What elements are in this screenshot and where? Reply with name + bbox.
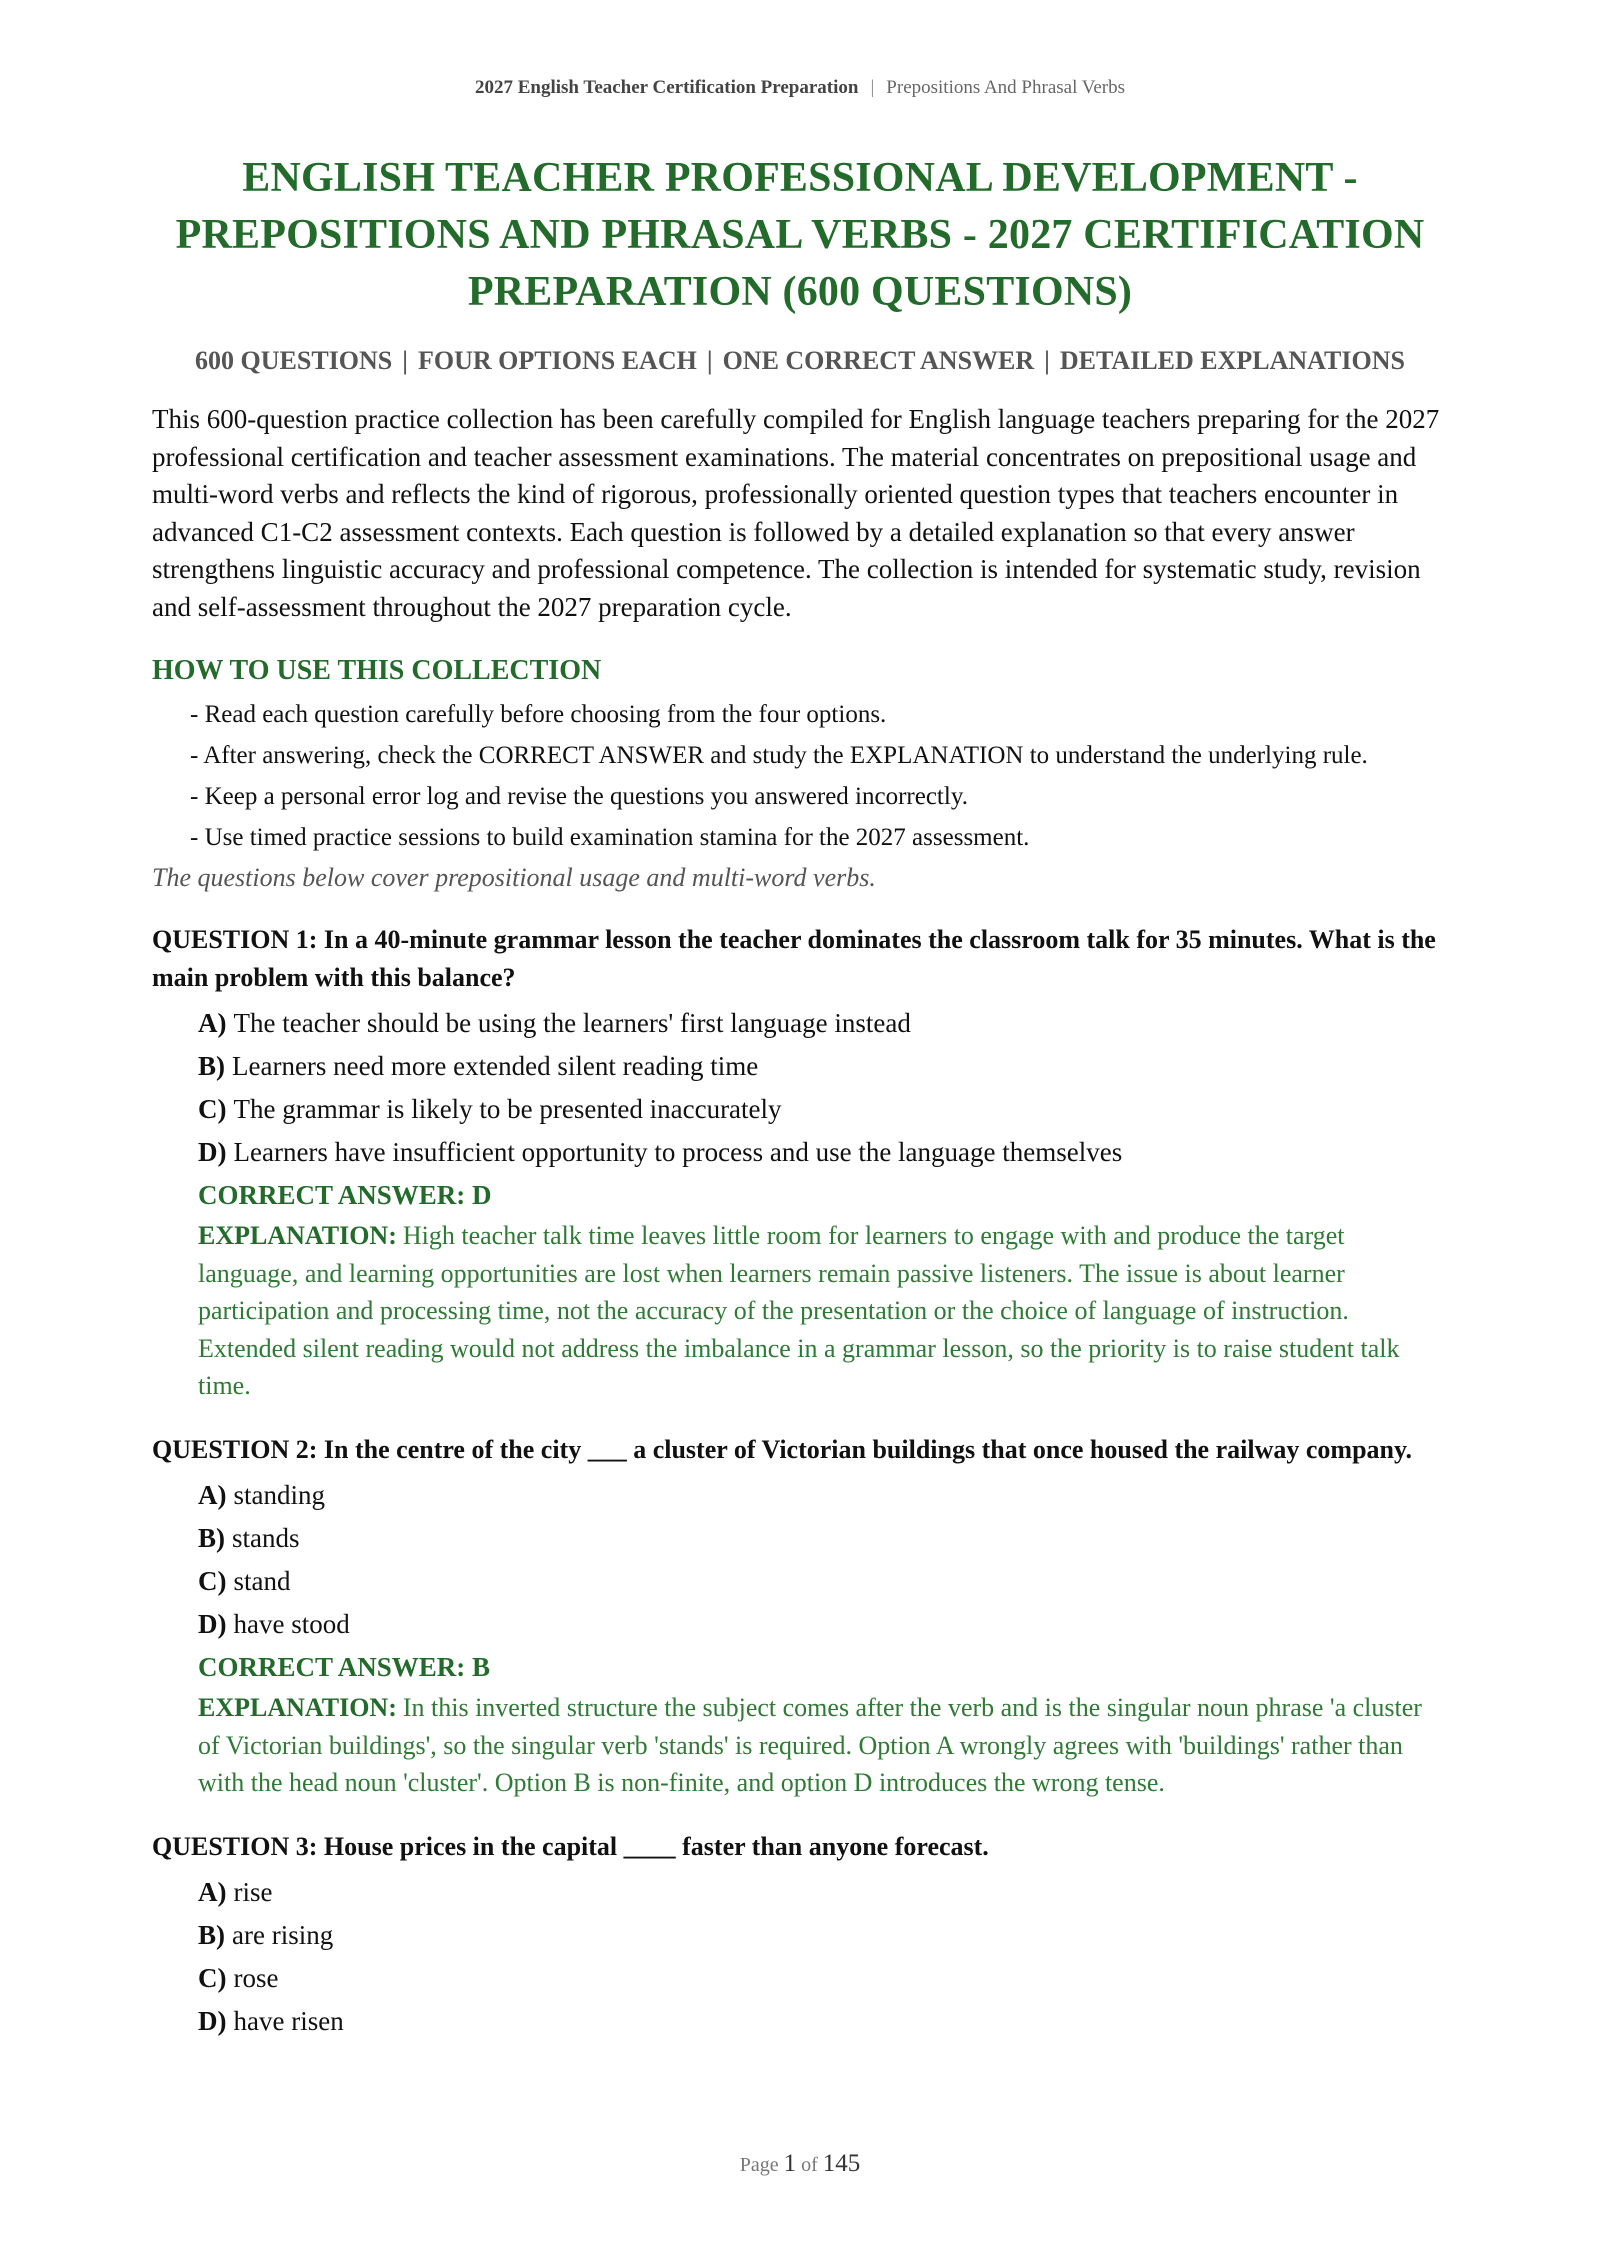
option-text: stands (232, 1523, 300, 1553)
option-letter: A) (198, 1008, 227, 1038)
running-header-title: 2027 English Teacher Certification Preparation (474, 77, 859, 98)
option-letter: B) (198, 1523, 225, 1553)
option-c (198, 1560, 1448, 1603)
how-to-list (152, 697, 1448, 855)
question-block (152, 1828, 1448, 2044)
how-to-item: - Read each question carefully before choosing from the four options. (190, 701, 887, 728)
explanation (198, 1217, 1448, 1405)
option-letter: A) (198, 1480, 227, 1510)
page-label: Page (739, 2154, 779, 2176)
subtitle-separator: | (706, 346, 713, 375)
option-text: rise (233, 1877, 273, 1907)
option-text: The grammar is likely to be presented inaccurately (233, 1094, 782, 1124)
option-b (198, 1045, 1448, 1088)
option-text: standing (233, 1480, 325, 1510)
option-text: have risen (233, 2006, 344, 2036)
option-letter: D) (198, 1609, 227, 1639)
options-list (152, 1002, 1448, 1174)
option-letter: D) (198, 1137, 227, 1167)
correct-answer: CORRECT ANSWER: D (198, 1180, 492, 1210)
explanation (198, 1689, 1448, 1802)
option-letter: D) (198, 2006, 227, 2036)
option-d (198, 1603, 1448, 1646)
page-of-label: of (801, 2154, 818, 2176)
option-a (198, 1474, 1448, 1517)
explanation-text: High teacher talk time leaves little room for learners to engage with and produce the target language, and learning opportunities are lost when learners remain passive listeners. The issue is about learner participation and processing time, not the accuracy of the presentation or the choice of language of instruction. Extended silent reading would not address the imbalance in a grammar lesson, so the priority is to raise student talk time. (198, 1221, 1400, 1400)
page-total: 145 (822, 2150, 861, 2177)
question-stem: QUESTION 2: In the centre of the city ___ a cluster of Victorian buildings that once housed the railway company. (152, 1434, 1413, 1464)
subtitle-item: ONE CORRECT ANSWER (722, 346, 1035, 375)
option-text: Learners have insufficient opportunity to process and use the language themselves (233, 1137, 1123, 1167)
question-block (152, 921, 1448, 1405)
subtitle-item: 600 QUESTIONS (195, 346, 393, 375)
subtitle-item: FOUR OPTIONS EACH (418, 346, 697, 375)
option-b (198, 1517, 1448, 1560)
subtitle-separator: | (1044, 346, 1050, 375)
how-to-item: - Use timed practice sessions to build examination stamina for the 2027 assessment. (190, 824, 1030, 851)
options-list (152, 1474, 1448, 1646)
explanation-label: EXPLANATION: (198, 1221, 397, 1250)
question-block (152, 1431, 1448, 1802)
option-text: are rising (232, 1920, 334, 1950)
running-header (152, 0, 1448, 100)
running-header-separator: | (870, 77, 875, 98)
page-footer (0, 2150, 1600, 2178)
explanation-text: In this inverted structure the subject comes after the verb and is the singular noun phrase 'a cluster of Victorian buildings', so the singular verb 'stands' is required. Option A wrongly agrees with 'buildings' rather than with the head noun 'cluster'. Option B is non-finite, and option D introduces the wrong tense. (198, 1693, 1422, 1797)
explanation-label: EXPLANATION: (198, 1693, 397, 1722)
option-letter: C) (198, 1963, 227, 1993)
running-header-section: Prepositions And Phrasal Verbs (886, 77, 1126, 98)
option-letter: C) (198, 1094, 227, 1124)
question-stem: QUESTION 3: House prices in the capital ____ faster than anyone forecast. (152, 1831, 989, 1861)
correct-answer: CORRECT ANSWER: B (198, 1652, 491, 1682)
question-stem: QUESTION 1: In a 40-minute grammar lesson the teacher dominates the classroom talk for 35 minutes. What is the main problem with this balance? (152, 925, 1436, 992)
document-title: ENGLISH TEACHER PROFESSIONAL DEVELOPMENT - PREPOSITIONS AND PHRASAL VERBS - 2027 CERTIFICATION PREPARATION (600 QUESTIONS) (175, 155, 1425, 315)
option-a (198, 1871, 1448, 1914)
option-letter: A) (198, 1877, 227, 1907)
option-letter: C) (198, 1566, 227, 1596)
option-text: Learners need more extended silent reading time (232, 1051, 759, 1081)
subtitle-separator: | (402, 346, 409, 375)
option-d (198, 1131, 1448, 1174)
option-c (198, 1957, 1448, 2000)
option-a (198, 1002, 1448, 1045)
intro-paragraph: This 600-question practice collection has been carefully compiled for English language teachers preparing for the 2027 professional certification and teacher assessment examinations. The material concentrates on prepositional usage and multi-word verbs and reflects the kind of rigorous, professionally oriented question types that teachers encounter in advanced C1-C2 assessment contexts. Each question is followed by a detailed explanation so that every answer strengthens linguistic accuracy and professional competence. The collection is intended for systematic study, revision and self-assessment throughout the 2027 preparation cycle. (152, 404, 1440, 622)
how-to-heading: HOW TO USE THIS COLLECTION (152, 655, 602, 686)
option-letter: B) (198, 1051, 225, 1081)
coverage-note: The questions below cover prepositional usage and multi-word verbs. (152, 863, 876, 892)
document-subtitle (152, 345, 1448, 377)
options-list (152, 1871, 1448, 2043)
option-text: The teacher should be using the learners' first language instead (233, 1008, 911, 1038)
option-text: have stood (233, 1609, 350, 1639)
option-text: rose (233, 1963, 279, 1993)
how-to-item: - After answering, check the CORRECT ANSWER and study the EXPLANATION to understand the underlying rule. (190, 742, 1368, 769)
option-c (198, 1088, 1448, 1131)
option-d (198, 2000, 1448, 2043)
how-to-item: - Keep a personal error log and revise the questions you answered incorrectly. (190, 783, 968, 810)
page-number: 1 (783, 2150, 797, 2177)
option-text: stand (233, 1566, 291, 1596)
option-letter: B) (198, 1920, 225, 1950)
option-b (198, 1914, 1448, 1957)
subtitle-item: DETAILED EXPLANATIONS (1059, 346, 1405, 375)
